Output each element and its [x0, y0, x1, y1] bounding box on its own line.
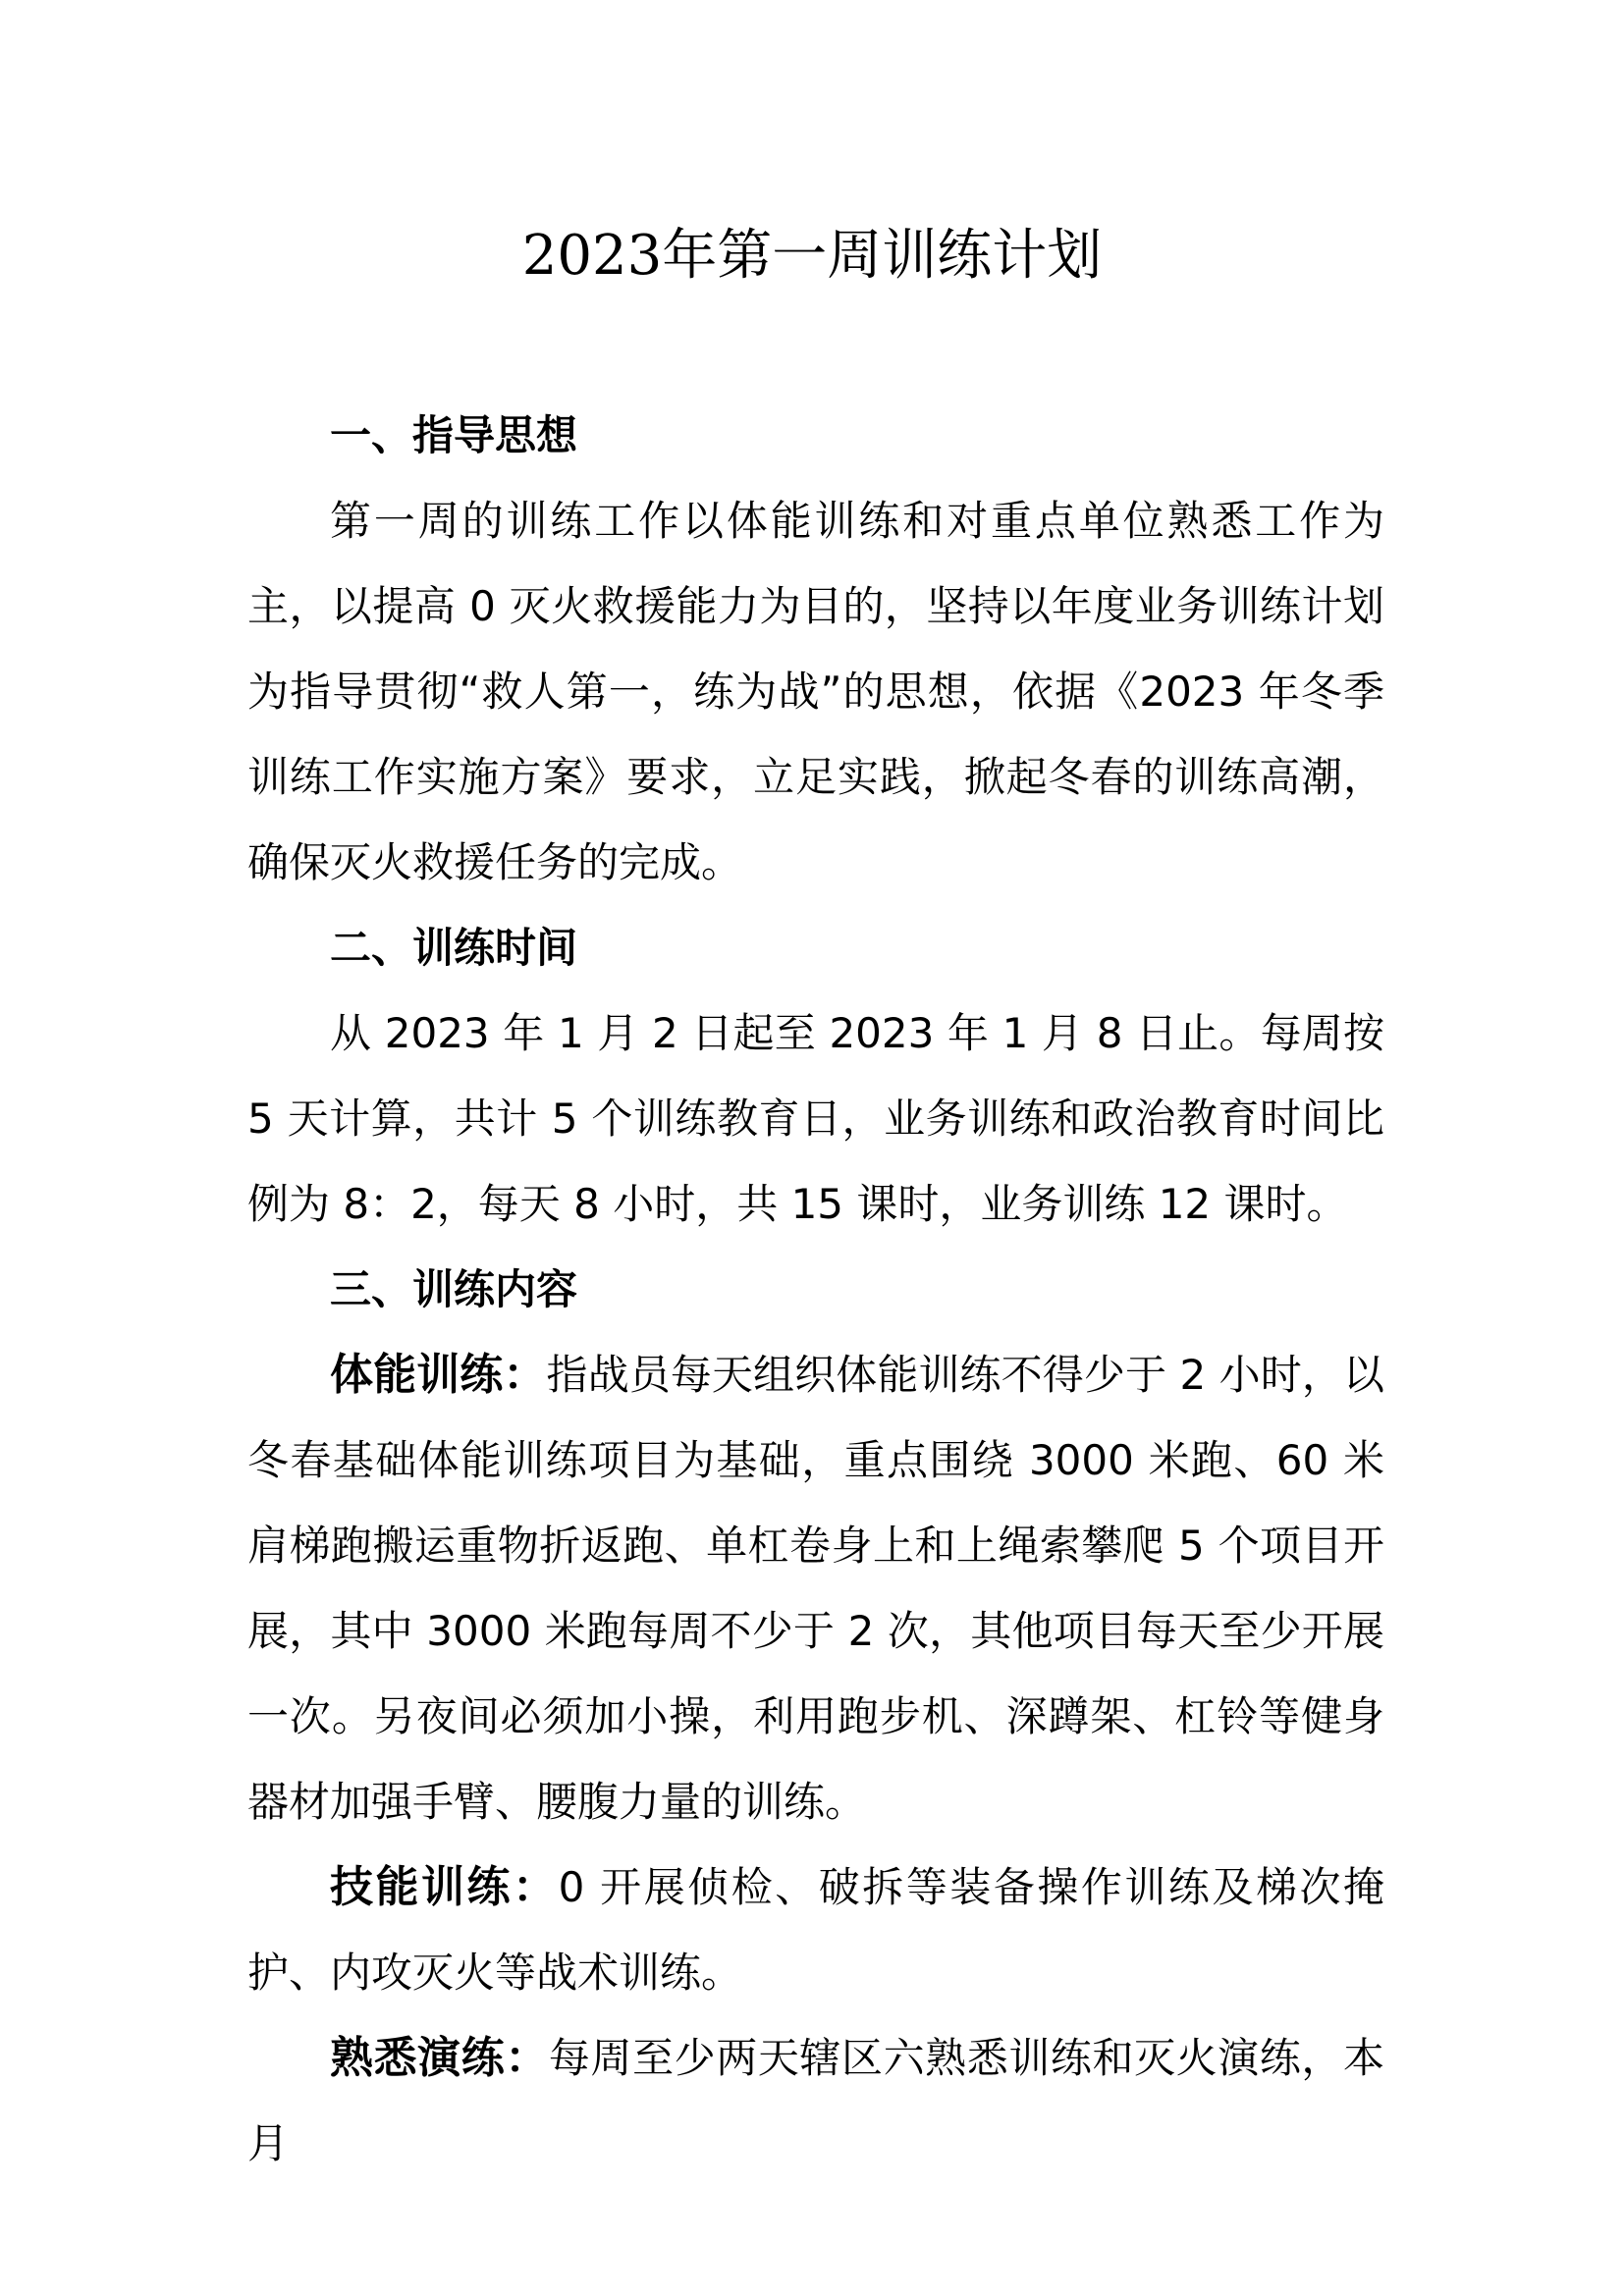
document-body: [247, 393, 1384, 2186]
lead-physical-training: 体能训练：: [330, 1350, 547, 1400]
section-heading-guiding: 一、指导思想: [330, 411, 578, 459]
paragraph-familiarization-drill: [247, 2015, 1384, 2186]
text-physical-training: 指战员每天组织体能训练不得少于 2 小时，以冬春基础体能训练项目为基础，重点围绕 3000 米跑、60 米肩梯跑搬运重物折返跑、单杠卷身上和上绳索攀爬 5 个项目开展，其中 3000 米跑每周不少于 2 次，其他项目每天至少开展一次。另夜间必须加小操，利用跑步机、深蹲架、杠铃等健身器材加强手臂、腰腹力量的训练。: [247, 1351, 1384, 1826]
text-skill-training: 0 开展侦检、破拆等装备操作训练及梯次掩护、内攻灭火等战术训练。: [247, 1863, 1384, 1997]
lead-familiarization-drill: 熟悉演练：: [330, 2033, 549, 2083]
section-heading-content: 三、训练内容: [330, 1265, 578, 1313]
paragraph-skill-training: [247, 1844, 1384, 2015]
text-familiarization-drill: 每周至少两天辖区六熟悉训练和灭火演练，本月: [247, 2034, 1384, 2167]
paragraph-time: 从 2023 年 1 月 2 日起至 2023 年 1 月 8 日止。每周按 5 天计算，共计 5 个训练教育日，业务训练和政治教育时间比例为 8：2，每天 8 小时，共 15 课时，业务训练 12 课时。: [247, 1009, 1384, 1228]
lead-skill-training: 技能训练：: [330, 1862, 559, 1912]
paragraph-guiding: 第一周的训练工作以体能训练和对重点单位熟悉工作为主，以提高 0 灭火救援能力为目的，坚持以年度业务训练计划为指导贯彻“救人第一，练为战”的思想，依据《2023 年冬季训练工作实施方案》要求，立足实践，掀起冬春的训练高潮，确保灭火救援任务的完成。: [247, 497, 1384, 886]
section-heading-time: 二、训练时间: [330, 924, 578, 972]
page-title: 2023年第一周训练计划: [521, 224, 1103, 288]
paragraph-physical-training: [247, 1332, 1384, 1844]
